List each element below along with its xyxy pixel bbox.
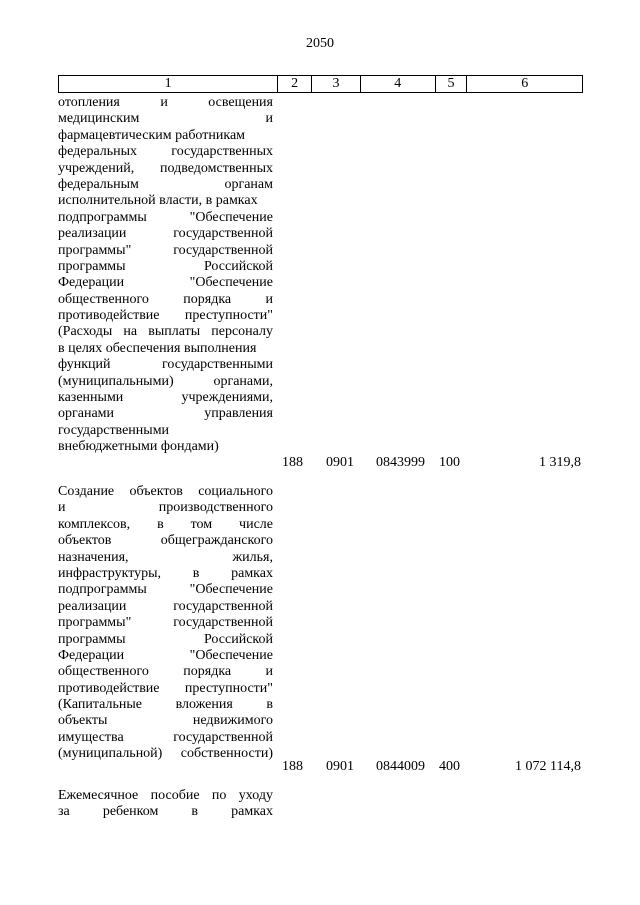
target-code: 0844009: [376, 759, 425, 774]
expense-type-code: 100: [439, 455, 460, 470]
desc-line: Создание объектов социального: [58, 484, 273, 499]
desc-line: подпрограммы "Обеспечение: [58, 582, 273, 598]
desc-line: (Расходы на выплаты персоналу: [58, 324, 273, 340]
desc-line: казенными учреждениями,: [58, 390, 273, 406]
desc-line: медицинским и: [58, 111, 273, 127]
ministry-code: 188: [282, 455, 303, 470]
desc-line: Федерации "Обеспечение: [58, 275, 273, 291]
table-row: [58, 484, 583, 775]
desc-line: подпрограммы "Обеспечение: [58, 209, 273, 225]
desc-line: программы" государственной: [58, 242, 273, 258]
ministry-code: 188: [282, 759, 303, 774]
desc-line: учреждений, подведомственных: [58, 160, 273, 176]
header-col-4: 4: [361, 76, 436, 92]
table-header: [58, 75, 583, 93]
header-col-1: 1: [59, 76, 278, 92]
row-values: [58, 759, 583, 775]
row-description: [58, 484, 273, 763]
desc-line: объектов общегражданского: [58, 533, 273, 549]
desc-line: в целях обеспечения выполнения: [58, 340, 257, 356]
desc-line: органами управления: [58, 406, 273, 422]
section-code: 0901: [326, 455, 354, 470]
desc-line: противодействие преступности": [58, 308, 273, 324]
header-col-5: 5: [436, 76, 468, 92]
desc-line: противодействие преступности": [58, 680, 273, 696]
desc-line: программы" государственной: [58, 615, 273, 631]
header-col-3: 3: [312, 76, 361, 92]
row-description: [58, 788, 273, 821]
desc-line: (муниципальной) собственности): [58, 746, 273, 762]
desc-line: Федерации "Обеспечение: [58, 647, 273, 663]
desc-line: общественного порядка и: [58, 291, 273, 307]
desc-line: за ребенком в рамках: [58, 804, 273, 820]
desc-line: объекты недвижимого: [58, 713, 273, 729]
desc-line: федеральных государственных: [58, 144, 273, 160]
header-col-2: 2: [278, 76, 312, 92]
row-description: [58, 95, 273, 456]
desc-line: исполнительной власти, в рамках: [58, 193, 258, 209]
desc-line: федеральным органам: [58, 176, 273, 192]
desc-line: (муниципальными) органами,: [58, 373, 273, 389]
desc-line: общественного порядка и: [58, 664, 273, 680]
desc-line: фармацевтическим работникам: [58, 127, 246, 143]
row-values: [58, 455, 583, 471]
desc-line: имущества государственной: [58, 729, 273, 745]
desc-line: инфраструктуры, в рамках: [58, 565, 273, 581]
table-row: [58, 95, 583, 471]
desc-line: реализации государственной: [58, 226, 273, 242]
desc-line: государственными: [58, 422, 170, 438]
desc-line: реализации государственной: [58, 598, 273, 614]
desc-line: функций государственными: [58, 357, 273, 373]
desc-line: комплексов, в том числе: [58, 516, 273, 532]
desc-line: назначения, жилья,: [58, 549, 273, 565]
desc-line: и производственного: [58, 500, 273, 516]
target-code: 0843999: [376, 455, 425, 470]
header-col-6: 6: [521, 76, 529, 91]
desc-line: программы Российской: [58, 258, 273, 274]
page-number: 2050: [306, 36, 334, 51]
expense-type-code: 400: [439, 759, 460, 774]
desc-line: отопления и освещения: [58, 95, 273, 110]
section-code: 0901: [326, 759, 354, 774]
desc-line: внебюджетными фондами): [58, 439, 219, 455]
desc-line: (Капитальные вложения в: [58, 697, 273, 713]
desc-line: Ежемесячное пособие по уходу: [58, 788, 273, 803]
amount: 1 072 114,8: [515, 759, 581, 774]
desc-line: программы Российской: [58, 631, 273, 647]
table-row: [58, 788, 583, 822]
amount: 1 319,8: [539, 455, 581, 470]
